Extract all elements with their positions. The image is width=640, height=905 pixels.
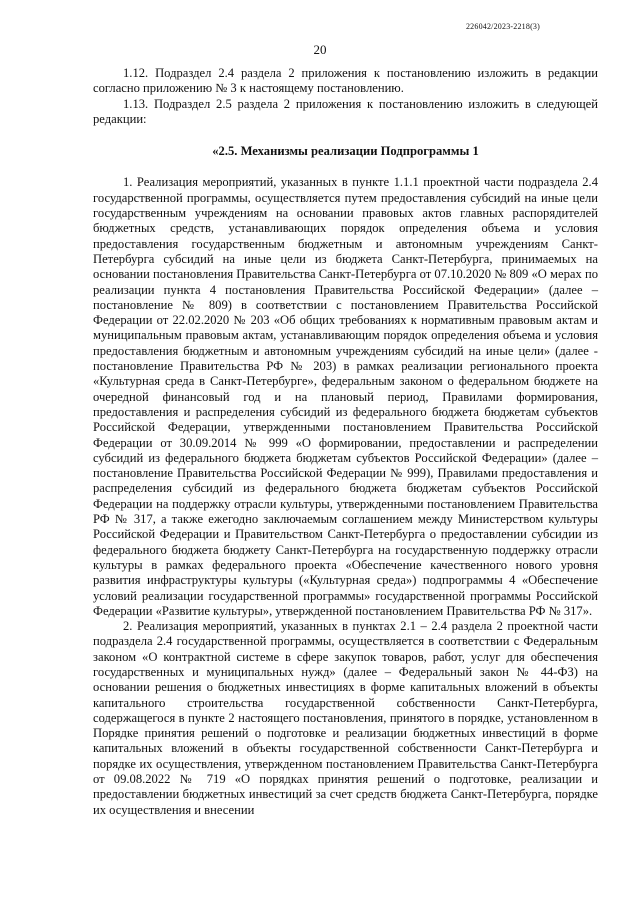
paragraph-1-12: 1.12. Подраздел 2.4 раздела 2 приложения к постановлению изложить в редакции согласно приложению № 3 к настоящему постановлению. [93,66,598,96]
paragraph-1-13: 1.13. Подраздел 2.5 раздела 2 приложения к постановлению изложить в следующей редакции: [93,96,598,126]
section-heading: «2.5. Механизмы реализации Подпрограммы 1 [212,144,479,159]
paragraph-item-1: 1. Реализация мероприятий, указанных в пункте 1.1.1 проектной части подраздела 2.4 государственной программы, осуществляется путем предоставления субсидий на иные цели государственным учреждениям на основании правовых актов главных распорядителей бюджетных средств, устанавливающих порядок определения объема и условия предоставления государственным бюджетным и автономным учреждениям Санкт-Петербурга субсидий на иные цели из бюджета Санкт-Петербурга, принимаемых на основании постановления Правительства Санкт-Петербурга от 07.10.2020 № 809 «О мерах по реализации пункта 4 постановления Правительства Российской Федерации» (далее – постановление № 809) в соответствии с постановлением Правительства Российской Федерации от 22.02.2020 № 203 «Об общих требованиях к нормативным правовым актам и муниципальным правовым актам, устанавливающим порядок определения объема и условия предоставления бюджетным и автономным учреждениям субсидий на иные цели» (далее - постановление Правительства РФ № 203) в рамках реализации регионального проекта «Культурная среда в Санкт-Петербурге», федеральным законом о федеральном бюджете на очередной финансовый год и на плановый период, Правилами формирования, предоставления и распределения субсидий из федерального бюджета бюджетам субъектов Российской Федерации, утвержденными постановлением Правительства Российской Федерации от 30.09.2014 № 999 «О формировании, предоставлении и распределении субсидий из федерального бюджета бюджетам субъектов Российской Федерации» (далее – постановление Правительства Российской Федерации № 999), Правилами предоставления и распределения субсидий из федерального бюджета бюджетам субъектов Российской Федерации на поддержку отрасли культуры, утвержденными постановлением Правительства РФ № 317, а также ежегодно заключаемым соглашением между Министерством культуры Российской Федерации и Правительством Санкт-Петербурга о предоставлении субсидии из федерального бюджета бюджету Санкт-Петербурга на государственную поддержку отрасли культуры в рамках федерального проекта «Обеспечение качественного нового уровня развития инфраструктуры культуры («Культурная среда») подпрограммы 4 «Обеспечение условий реализации государственной программы» государственной программы Российской Федерации «Развитие культуры», утвержденной постановлением Правительства РФ № 317». [93,175,598,618]
page-number: 20 [313,42,327,57]
document-id: 226042/2023-2218(3) [465,22,540,31]
paragraph-item-2: 2. Реализация мероприятий, указанных в пунктах 2.1 – 2.4 раздела 2 проектной части подраздела 2.4 государственной программы, осуществляется в соответствии с Федеральным законом «О контрактной системе в сфере закупок товаров, работ, услуг для обеспечения государственных и муниципальных нужд» (далее – Федеральный закон № 44-ФЗ) на основании решения о бюджетных инвестициях в форме капитальных вложений в объекты капитального строительства государственной собственности Санкт-Петербурга, содержащегося в пункте 2 настоящего постановления, принятого в порядке, установленном в Порядке принятия решений о подготовке и реализации бюджетных инвестиций в форме капитальных вложений в объекты государственной собственности Санкт-Петербурга и порядке их осуществления, утвержденном постановлением Правительства Санкт-Петербурга от 09.08.2022 № 719 «О порядках принятия решений о подготовке, реализации и предоставлении бюджетных инвестиций за счет средств бюджета Санкт-Петербурга, порядке их осуществления и внесении [93,619,598,817]
document-body [93,66,598,818]
